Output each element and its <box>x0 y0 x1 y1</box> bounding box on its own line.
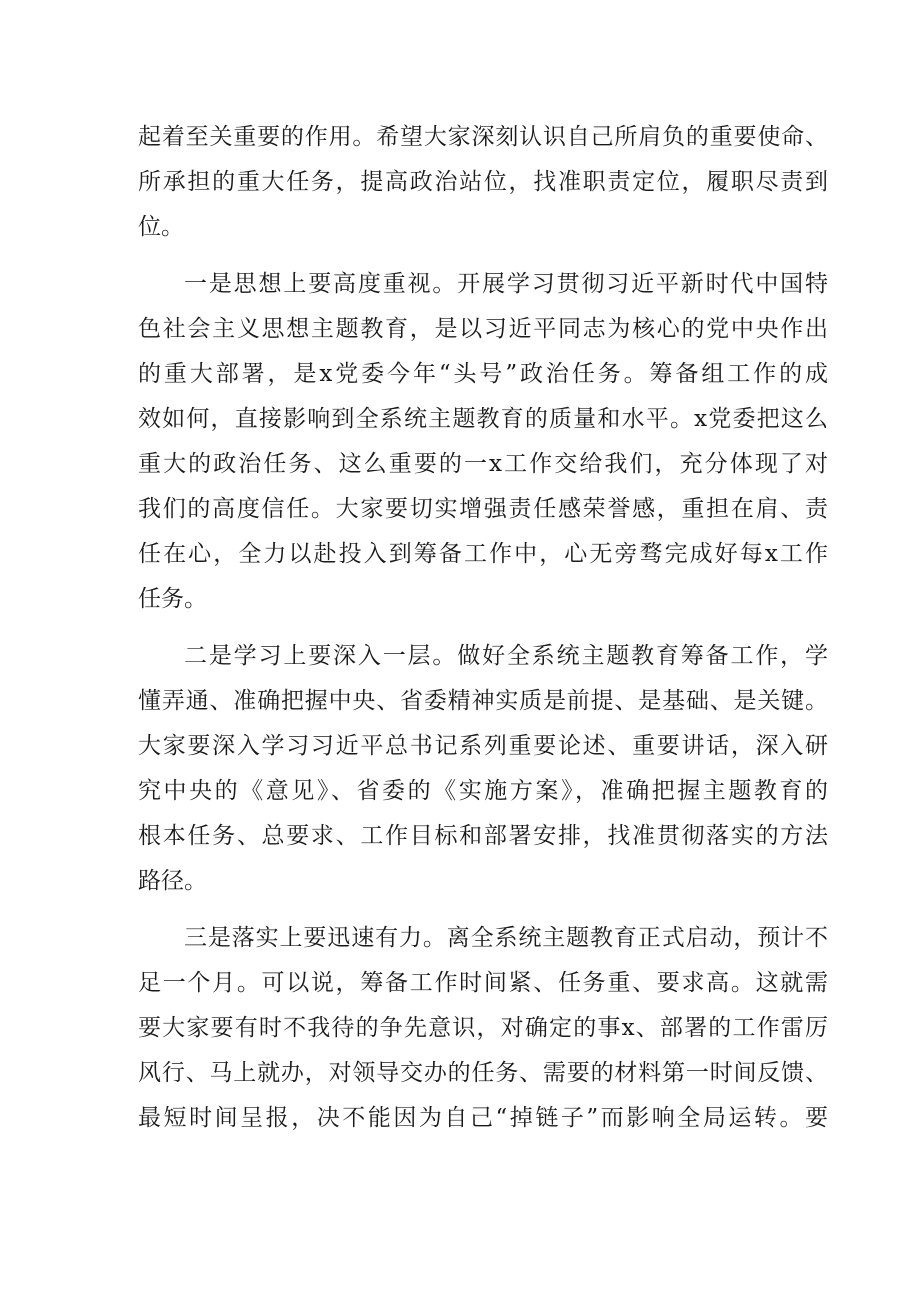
text-line: 色社会主义思想主题教育，是以习近平同志为核心的党中央作出 <box>138 316 828 342</box>
text-line: 最短时间呈报，决不能因为自己“掉链子”而影响全局运转。要 <box>138 1105 828 1131</box>
text-line: 足一个月。可以说，筹备工作时间紧、任务重、要求高。这就需 <box>138 970 828 996</box>
document-body <box>138 115 828 1153</box>
text-line: 一是思想上要高度重视。开展学习贯彻习近平新时代中国特 <box>184 271 828 297</box>
text-line: 我们的高度信任。大家要切实增强责任感荣誉感，重担在肩、责 <box>138 496 828 522</box>
paragraph-2 <box>138 262 828 622</box>
text-line: 任务。 <box>138 586 207 612</box>
text-line: 懂弄通、准确把握中央、省委精神实质是前提、是基础、是关键。 <box>138 688 828 714</box>
text-line: 任在心，全力以赴投入到筹备工作中，心无旁骛完成好每x工作 <box>138 541 828 567</box>
text-line: 大家要深入学习习近平总书记系列重要论述、重要讲话，深入研 <box>138 733 828 759</box>
text-line: 究中央的《意见》、省委的《实施方案》，准确把握主题教育的 <box>138 778 828 804</box>
text-line: 重大的政治任务、这么重要的一x工作交给我们，充分体现了对 <box>138 451 828 477</box>
text-line: 位。 <box>138 214 184 240</box>
text-line: 三是落实上要迅速有力。离全系统主题教育正式启动，预计不 <box>184 925 828 951</box>
paragraph-4 <box>138 916 828 1141</box>
text-line: 所承担的重大任务，提高政治站位，找准职责定位，履职尽责到 <box>138 169 828 195</box>
text-line: 根本任务、总要求、工作目标和部署安排，找准贯彻落实的方法 <box>138 823 828 849</box>
text-line: 的重大部署，是x党委今年“头号”政治任务。筹备组工作的成 <box>138 361 828 387</box>
text-line: 路径。 <box>138 868 207 894</box>
text-line: 要大家要有时不我待的争先意识，对确定的事x、部署的工作雷厉 <box>138 1015 828 1041</box>
paragraph-3 <box>138 634 828 904</box>
text-line: 效如何，直接影响到全系统主题教育的质量和水平。x党委把这么 <box>138 406 828 432</box>
text-line: 起着至关重要的作用。希望大家深刻认识自己所肩负的重要使命、 <box>138 124 828 150</box>
text-line: 风行、马上就办，对领导交办的任务、需要的材料第一时间反馈、 <box>138 1060 828 1086</box>
text-line: 二是学习上要深入一层。做好全系统主题教育筹备工作，学 <box>184 643 828 669</box>
paragraph-1 <box>138 115 828 250</box>
